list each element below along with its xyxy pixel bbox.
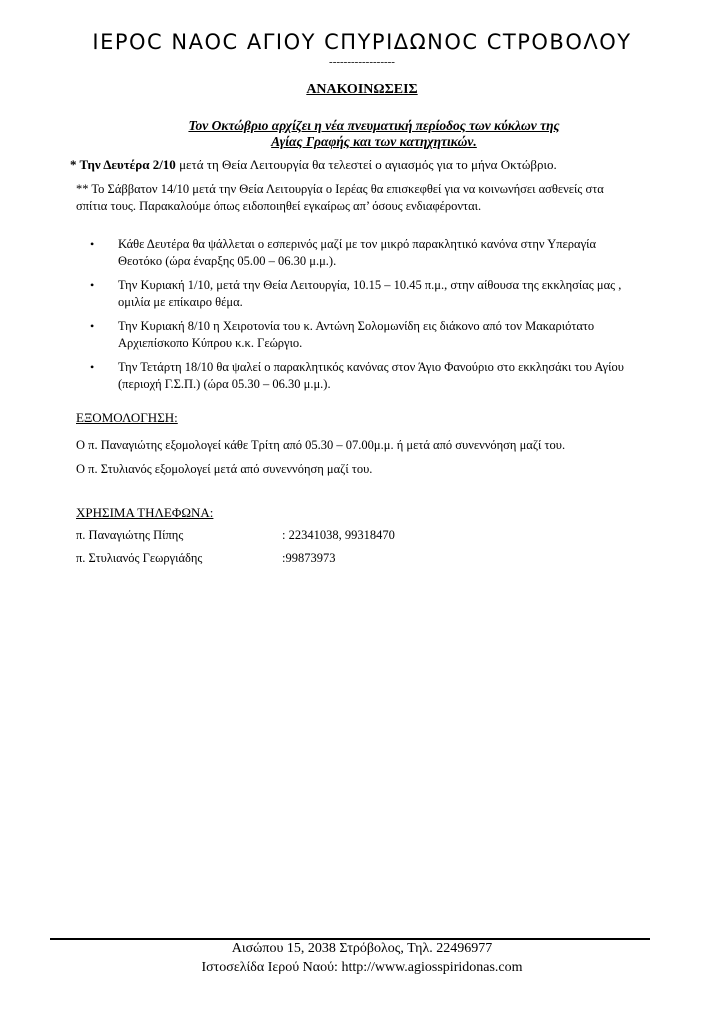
intro-paragraph — [100, 118, 648, 150]
bullet-icon: • — [90, 278, 95, 292]
list-item — [90, 318, 700, 352]
list-item — [90, 236, 700, 270]
church-title: ΙΕΡΟC ΝΑΟC ΑΓΙΟΥ CΠΥΡΙΔΩΝΟC CΤΡΟΒΟΛΟΥ — [92, 30, 632, 54]
announcements-heading: ΑΝΑΚΟΙΝΩΣΕΙΣ — [306, 82, 418, 97]
list-item-line-2: Θεοτόκο (ώρα έναρξης 05.00 – 06.30 μ.μ.). — [118, 254, 337, 268]
list-item-line-2: Αρχιεπίσκοπο Κύπρου κ.κ. Γεώργιο. — [118, 336, 303, 350]
bullet-icon: • — [90, 237, 95, 251]
list-item-line-1: Κάθε Δευτέρα θα ψάλλεται ο εσπερινός μαζί με τον μικρό παρακλητικό κανόνα στην Υπεραγία — [118, 237, 597, 251]
list-item-line-2: (περιοχή Γ.Σ.Π.) (ώρα 05.30 – 06.30 μ.μ.). — [118, 377, 331, 391]
phone-contact-number: :99873973 — [282, 551, 336, 565]
title-divider: ------------------ — [329, 56, 395, 68]
list-item-line-1: Την Κυριακή 1/10, μετά την Θεία Λειτουργία, 10.15 – 10.45 π.μ., στην αίθουσα της εκκλησίας μας , — [118, 278, 622, 292]
phone-contact-name: π. Παναγιώτης Πίπης — [76, 528, 184, 542]
phones-heading: ΧΡΗΣΙΜΑ ΤΗΛΕΦΩΝΑ: — [76, 505, 214, 520]
bullet-icon: • — [90, 319, 95, 333]
footer-divider — [50, 938, 650, 940]
list-item — [90, 277, 700, 311]
footer-address: Αισώπου 15, 2038 Στρόβολος, Τηλ. 22496977 — [231, 941, 493, 956]
communion-note-line-2: σπίτια τους. Παρακαλούμε όπως ειδοποιηθεί εγκαίρως απ’ όσους ενδιαφέρονται. — [76, 199, 482, 213]
blessing-note-date: * Την Δευτέρα 2/10 — [70, 157, 176, 172]
intro-line-1: Τον Οκτώβριο αρχίζει η νέα πνευματική περίοδος των κύκλων της — [188, 118, 560, 133]
list-item-line-2: ομιλία με επίκαιρο θέμα. — [118, 295, 243, 309]
list-item-line-1: Την Κυριακή 8/10 η Χειροτονία του κ. Αντώνη Σολομωνίδη εις διάκονο από τον Μακαριότατο — [118, 319, 595, 333]
bullet-icon: • — [90, 360, 95, 374]
announcement-list — [90, 236, 700, 400]
phone-contact-number: : 22341038, 99318470 — [282, 528, 395, 542]
intro-line-2: Αγίας Γραφής και των κατηχητικών. — [271, 134, 477, 149]
confession-line-1: Ο π. Παναγιώτης εξομολογεί κάθε Τρίτη από 05.30 – 07.00μ.μ. ή μετά από συνεννόηση μαζί του. — [76, 438, 566, 452]
communion-note-line-1: ** Το Σάββατον 14/10 μετά την Θεία Λειτουργία ο Ιερέας θα επισκεφθεί για να κοινωνήσει ασθενείς στα — [76, 182, 604, 196]
list-item — [90, 359, 700, 393]
list-item-line-1: Την Τετάρτη 18/10 θα ψαλεί ο παρακλητικός κανόνας στον Άγιο Φανούριο στο εκκλησάκι του Αγίου — [118, 360, 624, 374]
phone-contact-name: π. Στυλιανός Γεωργιάδης — [76, 551, 203, 565]
blessing-note — [70, 157, 670, 173]
blessing-note-text: μετά τη Θεία Λειτουργία θα τελεστεί ο αγιασμός για το μήνα Οκτώβριο. — [175, 157, 557, 172]
communion-note — [76, 181, 676, 215]
confession-line-2: Ο π. Στυλιανός εξομολογεί μετά από συνεννόηση μαζί του. — [76, 462, 373, 476]
footer-website-link[interactable]: Ιστοσελίδα Ιερού Ναού: http://www.agiosspiridonas.com — [201, 960, 523, 975]
confession-heading: ΕΞΟΜΟΛΟΓΗΣΗ: — [76, 410, 178, 425]
